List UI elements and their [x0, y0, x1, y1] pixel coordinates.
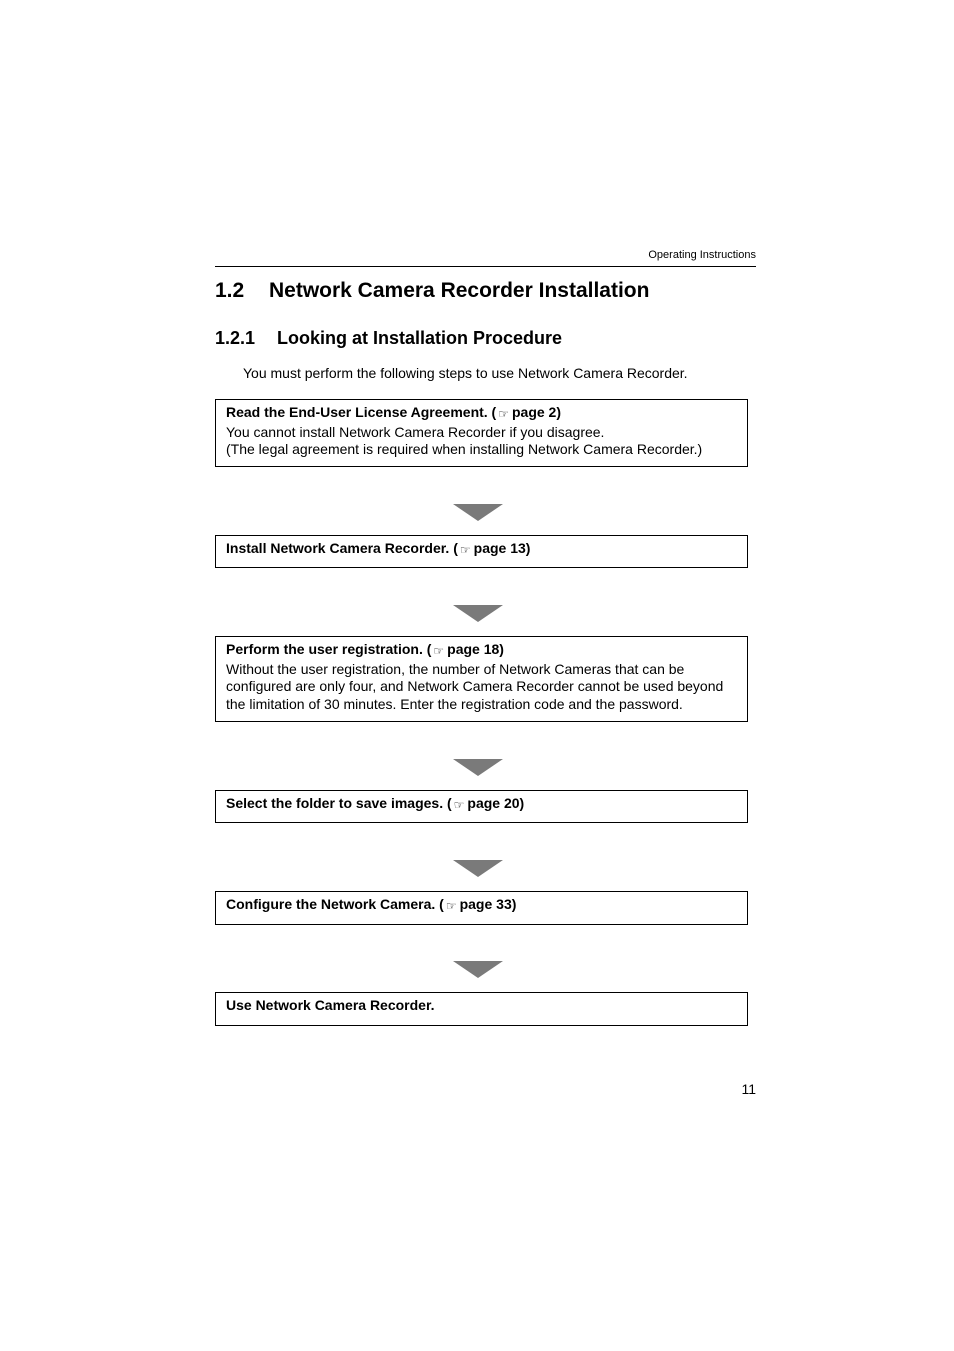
- header-rule: [215, 266, 756, 267]
- step-description-line: You cannot install Network Camera Recorder if you disagree.: [226, 423, 605, 440]
- step-description: Without the user registration, the number of Network Cameras that can be configured are only four, and Network Camera Recorder cannot be used beyond the limitation of 30 minutes. Enter the registration code and the password.: [226, 660, 724, 712]
- pointing-hand-icon: ☞: [459, 543, 471, 557]
- step-box-select-folder: [215, 790, 748, 823]
- page-reference-link[interactable]: page 33): [459, 896, 517, 912]
- pointing-hand-icon: ☞: [498, 407, 509, 421]
- step-title: Configure the Network Camera. ( ☞ page 33): [226, 896, 737, 916]
- subsection-number: 1.2.1: [215, 328, 256, 348]
- section-heading-text: Network Camera Recorder Installation: [269, 279, 650, 302]
- step-box-user-registration: [215, 636, 748, 722]
- intro-text: You must perform the following steps to use Network Camera Recorder.: [243, 365, 688, 381]
- down-arrow-icon: [453, 605, 503, 622]
- step-title: Read the End-User License Agreement. ( ☞ page 2): [226, 404, 737, 424]
- page-reference-link[interactable]: page 18): [447, 641, 504, 657]
- running-header: Operating Instructions: [648, 249, 756, 261]
- step-box-configure-camera: [215, 891, 748, 925]
- subsection-title: [215, 326, 562, 350]
- page-reference-link[interactable]: page 20): [467, 795, 525, 811]
- subsection-heading-text: Looking at Installation Procedure: [277, 328, 563, 348]
- pointing-hand-icon: ☞: [453, 798, 465, 812]
- down-arrow-icon: [453, 759, 503, 776]
- down-arrow-icon: [453, 504, 503, 521]
- step-title: Use Network Camera Recorder.: [226, 997, 435, 1013]
- page-number: 11: [741, 1081, 756, 1097]
- pointing-hand-icon: ☞: [445, 899, 457, 913]
- down-arrow-icon: [453, 961, 503, 978]
- step-title: Select the folder to save images. ( ☞ page 20): [226, 795, 737, 815]
- step-box-use-recorder: [215, 992, 748, 1026]
- step-box-license-agreement: [215, 399, 748, 467]
- down-arrow-icon: [453, 860, 503, 877]
- step-box-install: [215, 535, 748, 568]
- step-title: Perform the user registration. ( ☞ page 18): [226, 641, 737, 661]
- step-title: Install Network Camera Recorder. ( ☞ page 13): [226, 540, 737, 560]
- section-title: [215, 277, 649, 305]
- page-reference-link[interactable]: page 2): [511, 404, 561, 420]
- page-reference-link[interactable]: page 13): [473, 540, 531, 556]
- step-description-line: (The legal agreement is required when installing Network Camera Recorder.): [226, 441, 703, 457]
- section-number: 1.2: [215, 279, 245, 302]
- pointing-hand-icon: ☞: [433, 644, 445, 658]
